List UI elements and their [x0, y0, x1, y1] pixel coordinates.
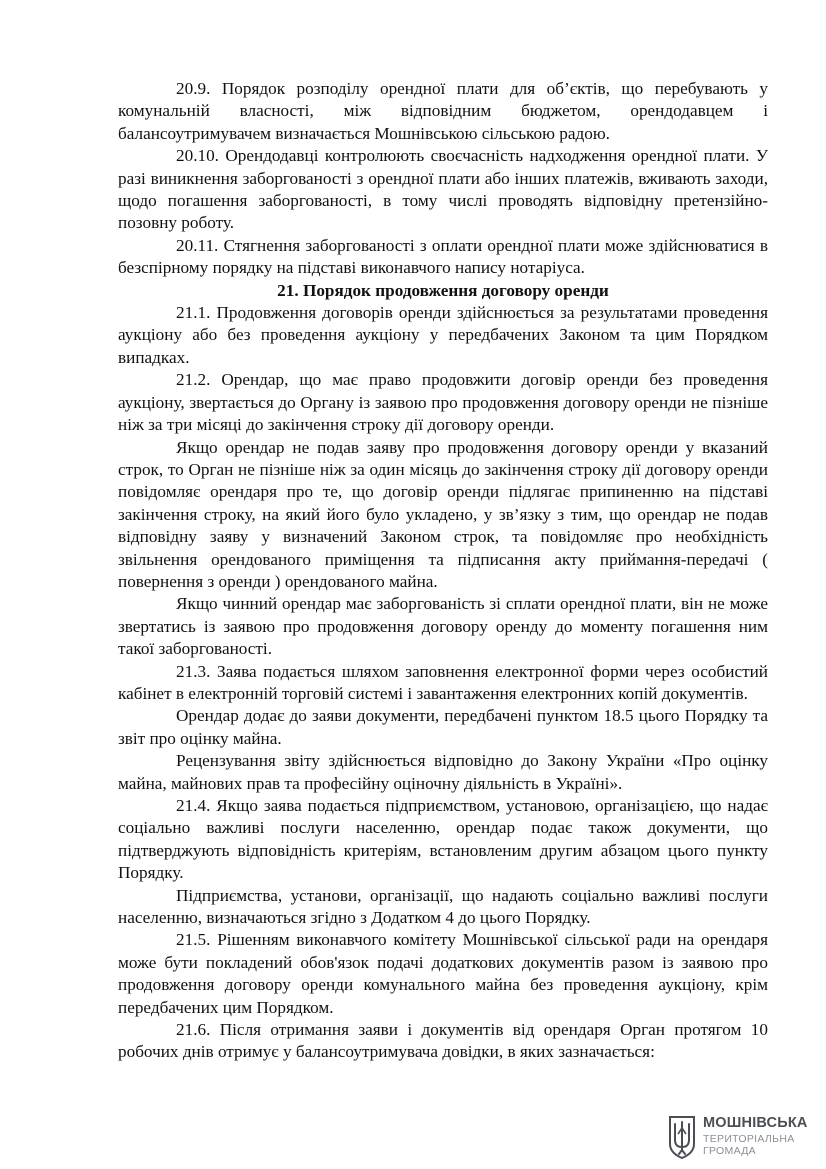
document-body	[118, 78, 768, 1064]
paragraph-20-10: 20.10. Орендодавці контролюють своєчасність надходження орендної плати. У разі виникнення заборгованості з орендної плати або інших платежів, вживають заходи, щодо погашення заборгованості, в тому числі проводять відповідну претензійно-позовну роботу.	[118, 146, 768, 233]
paragraph-21-6: 21.6. Після отримання заяви і документів від орендаря Орган протягом 10 робочих днів отримує у балансоутримувача довідки, в яких зазначається:	[118, 1020, 768, 1062]
trident-icon	[667, 1114, 697, 1160]
paragraph-20-9: 20.9. Порядок розподілу орендної плати для об’єктів, що перебувають у комунальній власності, між відповідним бюджетом, орендодавцем і балансоутримувачем визначається Мошнівською сільською радою.	[118, 79, 768, 143]
logo-subtitle-line1: ТЕРИТОРІАЛЬНА	[703, 1133, 795, 1145]
paragraph-21-2-late-application: Якщо орендар не подав заяву про продовження договору оренди у вказаний строк, то Орган не пізніше ніж за один місяць до закінчення строку дії договору оренди повідомляє орендаря про те, що договір оренди підлягає припиненню на підставі закінчення строку, на який його було укладено, у зв’язку з тим, що орендар не подав відповідну заяву у визначений Законом строк, та повідомляє про необхідність звільнення орендованого приміщення та підписання акту приймання-передачі ( повернення з оренди ) орендованого майна.	[118, 437, 768, 591]
paragraph-21-3-review: Рецензування звіту здійснюється відповідно до Закону України «Про оцінку майна, майнових прав та професійну оціночну діяльність в Україні».	[118, 751, 768, 793]
paragraph-21-2-debt: Якщо чинний орендар має заборгованість зі сплати орендної плати, він не може звертатись із заявою про продовження договору оренду до моменту погашення ним такої заборгованості.	[118, 594, 768, 659]
paragraph-21-5: 21.5. Рішенням виконавчого комітету Мошнівської сільської ради на орендаря може бути покладений обов'язок подачі додаткових документів разом із заявою про продовження договору оренди комунального майна без проведення аукціону, крім передбачених цим Порядком.	[118, 930, 768, 1017]
paragraph-21-4: 21.4. Якщо заява подається підприємством, установою, організацією, що надає соціально важливі послуги населенню, орендар подає також документи, що підтверджують відповідність критеріям, встановленим другим абзацом цього пункту Порядку.	[118, 796, 768, 883]
section-heading-21: 21. Порядок продовження договору оренди	[277, 280, 609, 300]
paragraph-21-4-enterprises: Підприємства, установи, організації, що надають соціально важливі послуги населенню, визначаються згідно з Додатком 4 до цього Порядку.	[118, 885, 768, 928]
paragraph-20-11: 20.11. Стягнення заборгованості з оплати орендної плати може здійснюватися в безспірному порядку на підставі виконавчого напису нотаріуса.	[118, 235, 768, 278]
paragraph-21-2: 21.2. Орендар, що має право продовжити договір оренди без проведення аукціону, звертається до Органу із заявою про продовження договору оренди не пізніше ніж за три місяці до закінчення строку дії договору оренди.	[118, 370, 768, 435]
logo-subtitle-line2: ГРОМАДА	[703, 1145, 756, 1157]
community-logo	[667, 1112, 807, 1162]
logo-title: МОШНІВСЬКА	[703, 1115, 808, 1131]
paragraph-21-3-documents: Орендар додає до заяви документи, передбачені пунктом 18.5 цього Порядку та звіт про оцінку майна.	[118, 706, 768, 748]
paragraph-21-1: 21.1. Продовження договорів оренди здійснюється за результатами проведення аукціону або без проведення аукціону у передбачених Законом та цим Порядком випадках.	[118, 303, 768, 367]
paragraph-21-3: 21.3. Заява подається шляхом заповнення електронної форми через особистий кабінет в електронній торговій системі і завантаження електронних копій документів.	[118, 661, 768, 703]
